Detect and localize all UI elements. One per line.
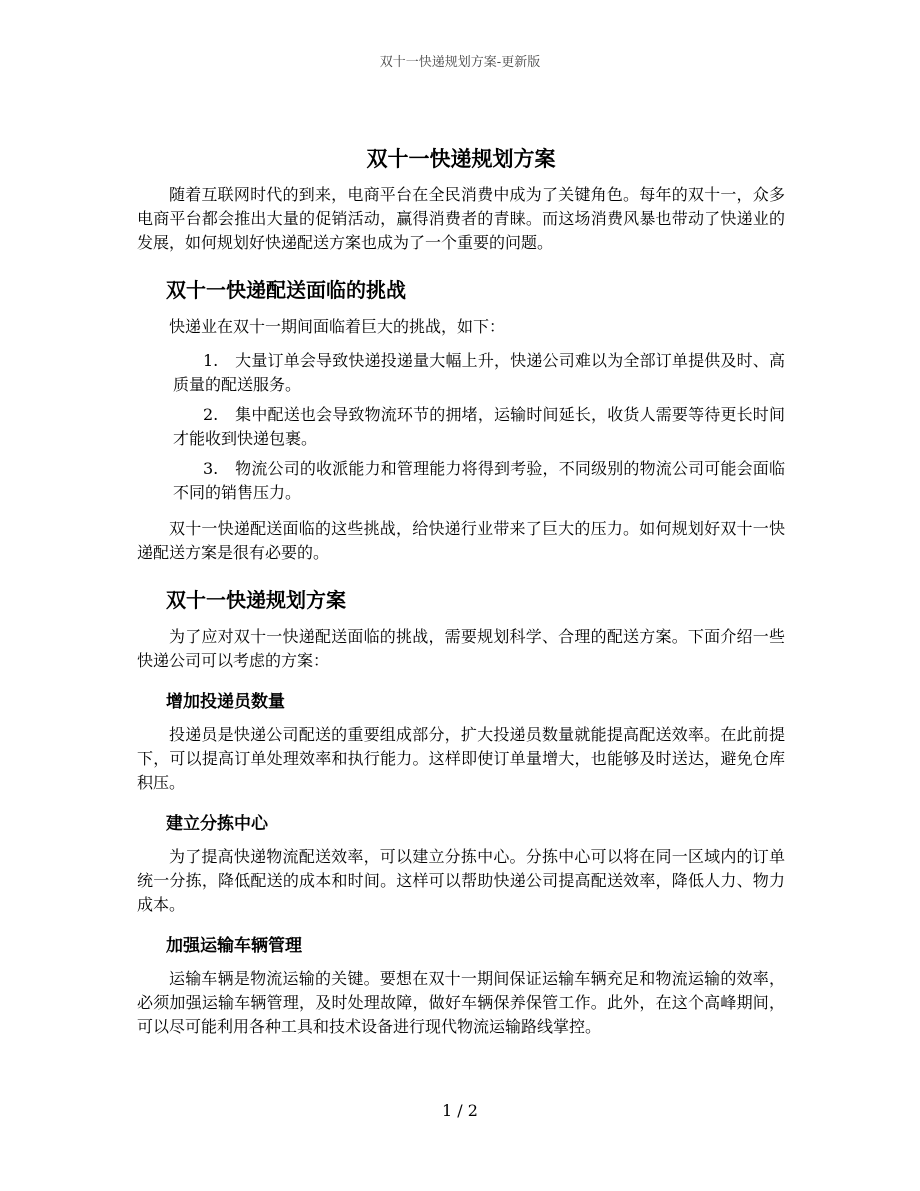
couriers-paragraph: 投递员是快递公司配送的重要组成部分，扩大投递员数量就能提高配送效率。在此前提下，可以提高订单处理效率和执行能力。这样即使订单量增大，也能够及时送达，避免仓库积压。	[137, 725, 785, 792]
challenges-list	[137, 349, 785, 505]
intro-paragraph: 随着互联网时代的到来，电商平台在全民消费中成为了关键角色。每年的双十一，众多电商平台都会推出大量的促销活动，赢得消费者的青睐。而这场消费风暴也带动了快递业的发展，如何规划好快递配送方案也成为了一个重要的问题。	[137, 185, 785, 252]
subsection-heading-vehicle-management: 加强运输车辆管理	[166, 936, 302, 956]
document-body	[137, 143, 785, 1039]
page-number: 1 / 2	[442, 1101, 478, 1120]
vehicle-management-paragraph: 运输车辆是物流运输的关键。要想在双十一期间保证运输车辆充足和物流运输的效率，必须加强运输车辆管理，及时处理故障，做好车辆保养保管工作。此外，在这个高峰期间，可以尽可能利用各种工具和技术设备进行现代物流运输路线掌控。	[137, 969, 785, 1036]
list-item-number: 1.	[203, 351, 219, 370]
list-item-text: 集中配送也会导致物流环节的拥堵，运输时间延长，收货人需要等待更长时间才能收到快递包裹。	[173, 405, 785, 448]
list-item-number: 2.	[203, 405, 219, 424]
list-item-text: 大量订单会导致快递投递量大幅上升，快递公司难以为全部订单提供及时、高质量的配送服务。	[173, 351, 785, 394]
subsection-heading-sorting-center: 建立分拣中心	[166, 814, 268, 834]
document-title: 双十一快递规划方案	[366, 146, 556, 171]
list-item	[173, 403, 785, 451]
list-item	[173, 457, 785, 505]
subsection-heading-couriers: 增加投递员数量	[166, 692, 285, 712]
section-heading-plan: 双十一快递规划方案	[166, 588, 346, 612]
list-item-number: 3.	[203, 459, 219, 478]
sorting-center-paragraph: 为了提高快递物流配送效率，可以建立分拣中心。分拣中心可以将在同一区域内的订单统一分拣，降低配送的成本和时间。这样可以帮助快递公司提高配送效率，降低人力、物力成本。	[137, 847, 785, 914]
section-heading-challenges: 双十一快递配送面临的挑战	[166, 278, 406, 302]
challenges-lead-paragraph: 快递业在双十一期间面临着巨大的挑战，如下：	[169, 317, 506, 336]
challenges-conclusion-paragraph: 双十一快递配送面临的这些挑战，给快递行业带来了巨大的压力。如何规划好双十一快递配送方案是很有必要的。	[137, 519, 785, 562]
plan-lead-paragraph: 为了应对双十一快递配送面临的挑战，需要规划科学、合理的配送方案。下面介绍一些快递公司可以考虑的方案：	[137, 627, 785, 670]
list-item-text: 物流公司的收派能力和管理能力将得到考验，不同级别的物流公司可能会面临不同的销售压力。	[173, 459, 785, 502]
running-header: 双十一快递规划方案-更新版	[379, 55, 541, 70]
list-item	[173, 349, 785, 397]
